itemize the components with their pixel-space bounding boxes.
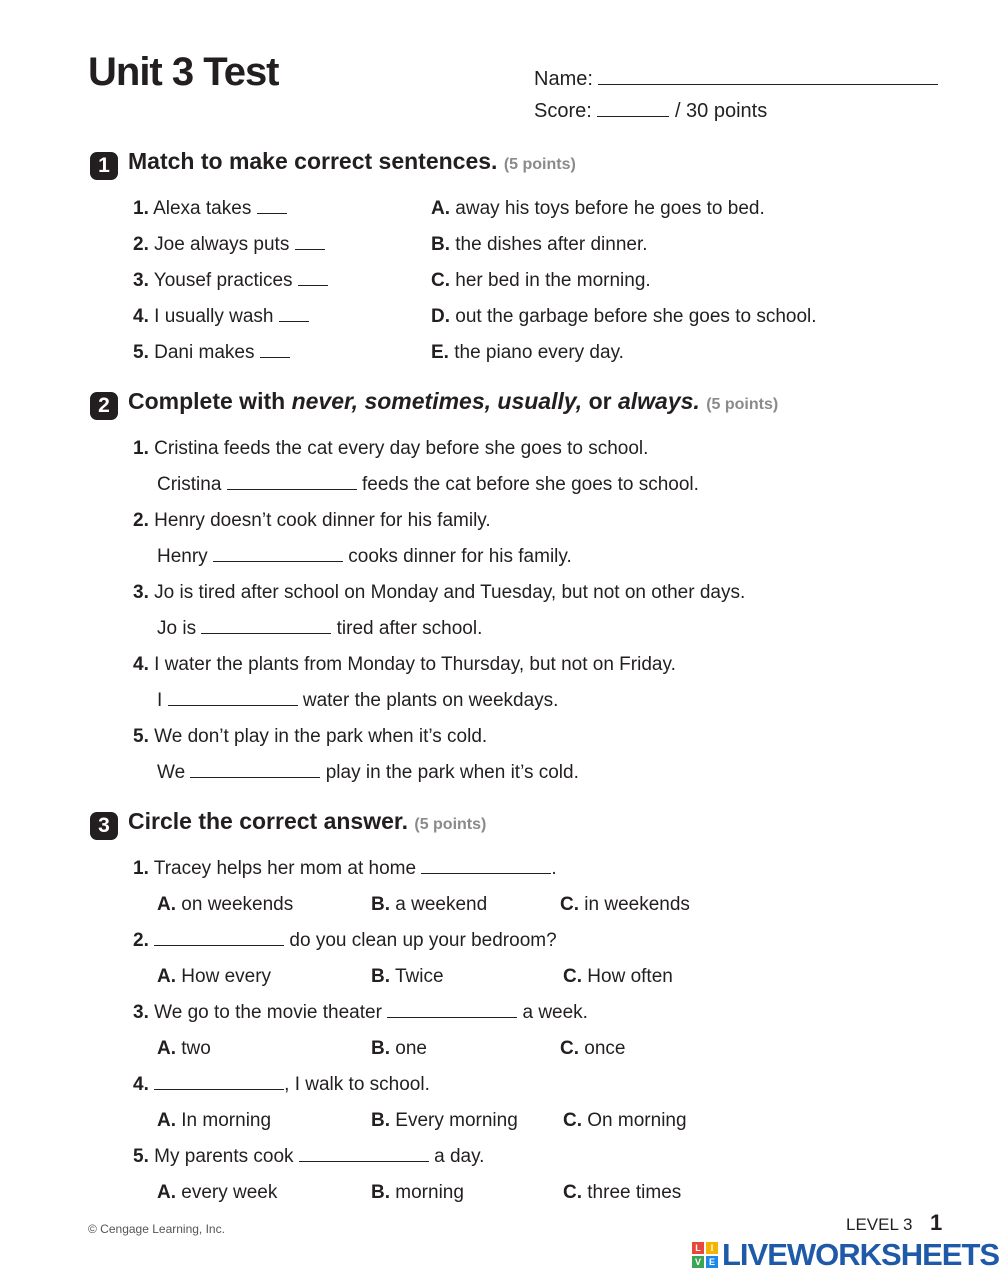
logo-grid-icon: L I V E [692,1242,718,1268]
match-right-item: C. her bed in the morning. [431,270,651,291]
option-b[interactable]: B. morning [371,1182,464,1203]
section-2-heading: 2 Complete with never, sometimes, usually, or always. (5 points) [90,388,778,420]
section-points: (5 points) [414,816,487,833]
option-a[interactable]: A. In morning [157,1110,272,1131]
question-stem: 4. , I walk to school. [133,1074,430,1095]
option-a[interactable]: A. on weekends [157,894,294,915]
answer-blank[interactable] [387,1003,517,1018]
answer-blank[interactable] [295,235,325,250]
answer-blank[interactable] [168,691,298,706]
section-1-heading: 1 Match to make correct sentences. (5 points) [90,148,576,180]
question-stem: 2. do you clean up your bedroom? [133,930,557,951]
option-b[interactable]: B. one [371,1038,427,1059]
answer-blank[interactable] [201,619,331,634]
match-right-item: E. the piano every day. [431,342,624,363]
question-stem: 1. Tracey helps her mom at home . [133,858,557,879]
answer-blank[interactable] [227,475,357,490]
option-b[interactable]: B. Every morning [371,1110,518,1131]
option-c[interactable]: C. On morning [563,1110,687,1131]
question-rewrite: I water the plants on weekdays. [157,690,559,711]
option-c[interactable]: C. once [560,1038,626,1059]
option-b[interactable]: B. Twice [371,966,444,987]
page-number: 1 [930,1210,943,1235]
score-label: Score: [534,100,592,122]
brand-text: LIVEWORKSHEETS [722,1237,1000,1272]
name-field [534,68,938,91]
option-c[interactable]: C. three times [563,1182,682,1203]
answer-blank[interactable] [190,763,320,778]
score-input[interactable] [597,100,669,117]
match-right-item: B. the dishes after dinner. [431,234,648,255]
match-left-item: 2. Joe always puts [133,234,325,256]
question-sentence: 1. Cristina feeds the cat every day before she goes to school. [133,438,649,459]
match-left-item: 1. Alexa takes [133,198,287,220]
section-3-heading: 3 Circle the correct answer. (5 points) [90,808,486,840]
answer-blank[interactable] [260,343,290,358]
question-sentence: 3. Jo is tired after school on Monday and Tuesday, but not on other days. [133,582,746,603]
question-stem: 5. My parents cook a day. [133,1146,485,1167]
level-label: LEVEL 3 [846,1215,913,1234]
question-stem: 3. We go to the movie theater a week. [133,1002,588,1023]
answer-blank[interactable] [154,1075,284,1090]
answer-blank[interactable] [299,1147,429,1162]
answer-blank[interactable] [257,199,287,214]
question-sentence: 4. I water the plants from Monday to Thursday, but not on Friday. [133,654,676,675]
section-number-badge: 1 [90,152,118,180]
answer-blank[interactable] [298,271,328,286]
match-right-item: A. away his toys before he goes to bed. [431,198,765,219]
question-rewrite: Cristina feeds the cat before she goes to school. [157,474,699,495]
match-left-item: 4. I usually wash [133,306,309,328]
score-field [534,100,767,123]
match-left-item: 5. Dani makes [133,342,290,364]
match-left-item: 3. Yousef practices [133,270,328,292]
answer-blank[interactable] [421,859,551,874]
answer-blank[interactable] [213,547,343,562]
question-sentence: 5. We don’t play in the park when it’s cold. [133,726,488,747]
option-c[interactable]: C. in weekends [560,894,690,915]
option-b[interactable]: B. a weekend [371,894,488,915]
section-number-badge: 3 [90,812,118,840]
section-points: (5 points) [706,396,779,413]
section-number-badge: 2 [90,392,118,420]
option-a[interactable]: A. two [157,1038,211,1059]
page-title: Unit 3 Test [88,50,279,94]
option-c[interactable]: C. How often [563,966,673,987]
option-a[interactable]: A. every week [157,1182,278,1203]
option-a[interactable]: A. How every [157,966,272,987]
question-rewrite: We play in the park when it’s cold. [157,762,579,783]
match-right-item: D. out the garbage before she goes to school. [431,306,817,327]
liveworksheets-logo [692,1237,999,1273]
question-sentence: 2. Henry doesn’t cook dinner for his family. [133,510,491,531]
name-input[interactable] [598,68,938,85]
section-points: (5 points) [503,156,576,173]
name-label: Name: [534,68,593,90]
question-rewrite: Jo is tired after school. [157,618,483,639]
question-rewrite: Henry cooks dinner for his family. [157,546,572,567]
answer-blank[interactable] [154,931,284,946]
score-total: / 30 points [674,100,768,122]
copyright: © Cengage Learning, Inc. [88,1222,225,1236]
answer-blank[interactable] [279,307,309,322]
